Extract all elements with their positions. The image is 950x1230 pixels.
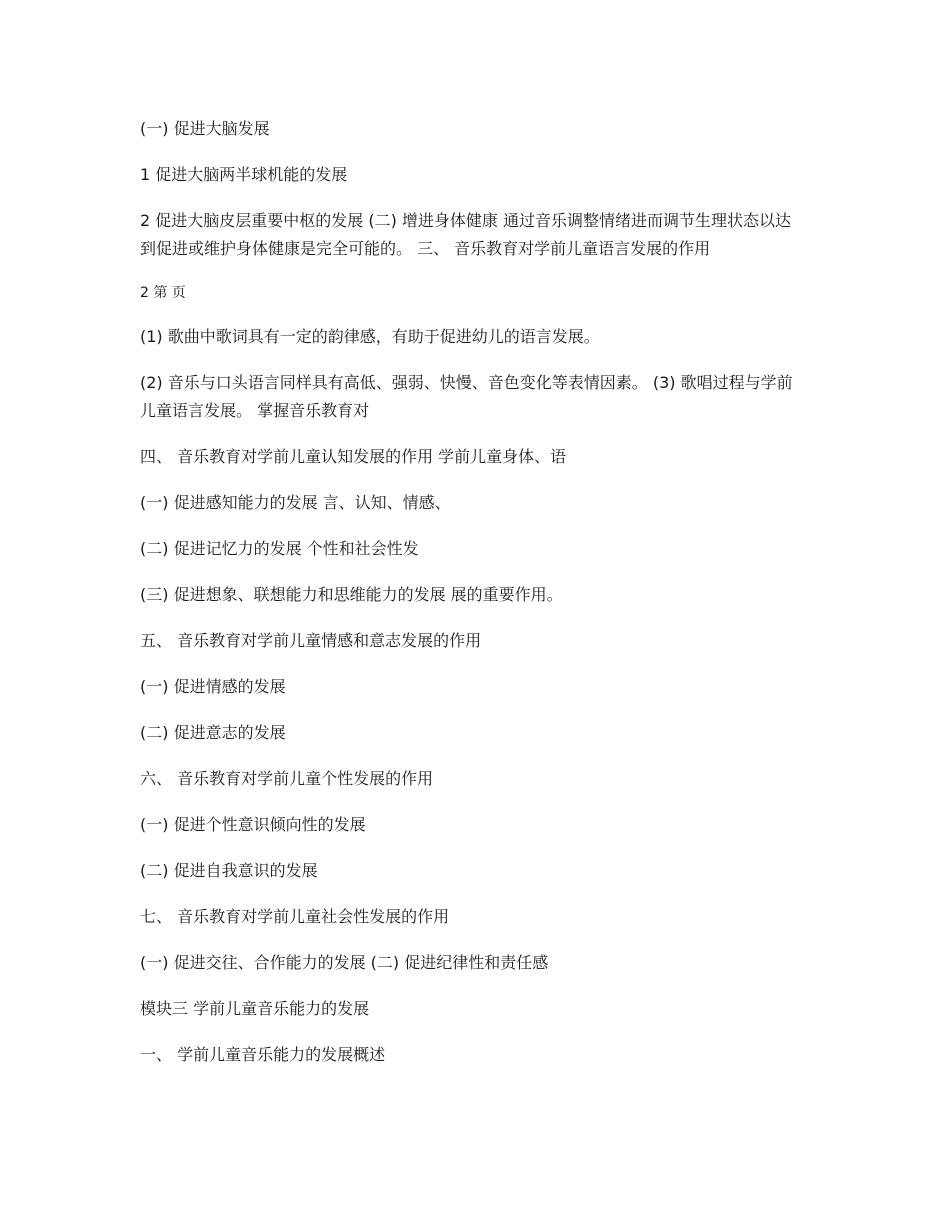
paragraph: (一) 促进交往、合作能力的发展 (二) 促进纪律性和责任感 — [140, 953, 549, 972]
paragraph: (一) 促进感知能力的发展 言、认知、情感、 — [140, 493, 451, 512]
paragraph: 2 促进大脑皮层重要中枢的发展 (二) 增进身体健康 通过音乐调整情绪进而调节生理状态以达到促进或维护身体健康是完全可能的。 三、 音乐教育对学前儿童语言发展的作用 — [140, 211, 792, 258]
paragraph: (二) 促进意志的发展 — [140, 723, 286, 742]
section-heading: 四、 音乐教育对学前儿童认知发展的作用 学前儿童身体、语 — [140, 447, 567, 466]
paragraph: (2) 音乐与口头语言同样具有高低、强弱、快慢、音色变化等表情因素。 (3) 歌唱过程与学前儿童语言发展。 掌握音乐教育对 — [140, 373, 793, 420]
section-heading: 五、 音乐教育对学前儿童情感和意志发展的作用 — [140, 631, 482, 650]
document-page — [140, 115, 805, 1087]
paragraph: (1) 歌曲中歌词具有一定的韵律感，有助于促进幼儿的语言发展。 — [140, 327, 600, 346]
paragraph: 1 促进大脑两半球机能的发展 — [140, 165, 348, 184]
paragraph: (二) 促进记忆力的发展 个性和社会性发 — [140, 539, 419, 558]
paragraph: (一) 促进情感的发展 — [140, 677, 286, 696]
section-heading: 七、 音乐教育对学前儿童社会性发展的作用 — [140, 907, 450, 926]
paragraph: (三) 促进想象、联想能力和思维能力的发展 展的重要作用。 — [140, 585, 563, 604]
page-number: 2 第 页 — [140, 285, 186, 301]
section-heading: (一) 促进大脑发展 — [140, 119, 270, 138]
paragraph: (一) 促进个性意识倾向性的发展 — [140, 815, 366, 834]
paragraph: (二) 促进自我意识的发展 — [140, 861, 318, 880]
section-heading: 六、 音乐教育对学前儿童个性发展的作用 — [140, 769, 434, 788]
section-heading: 一、 学前儿童音乐能力的发展概述 — [140, 1045, 386, 1064]
module-heading: 模块三 学前儿童音乐能力的发展 — [140, 999, 370, 1018]
